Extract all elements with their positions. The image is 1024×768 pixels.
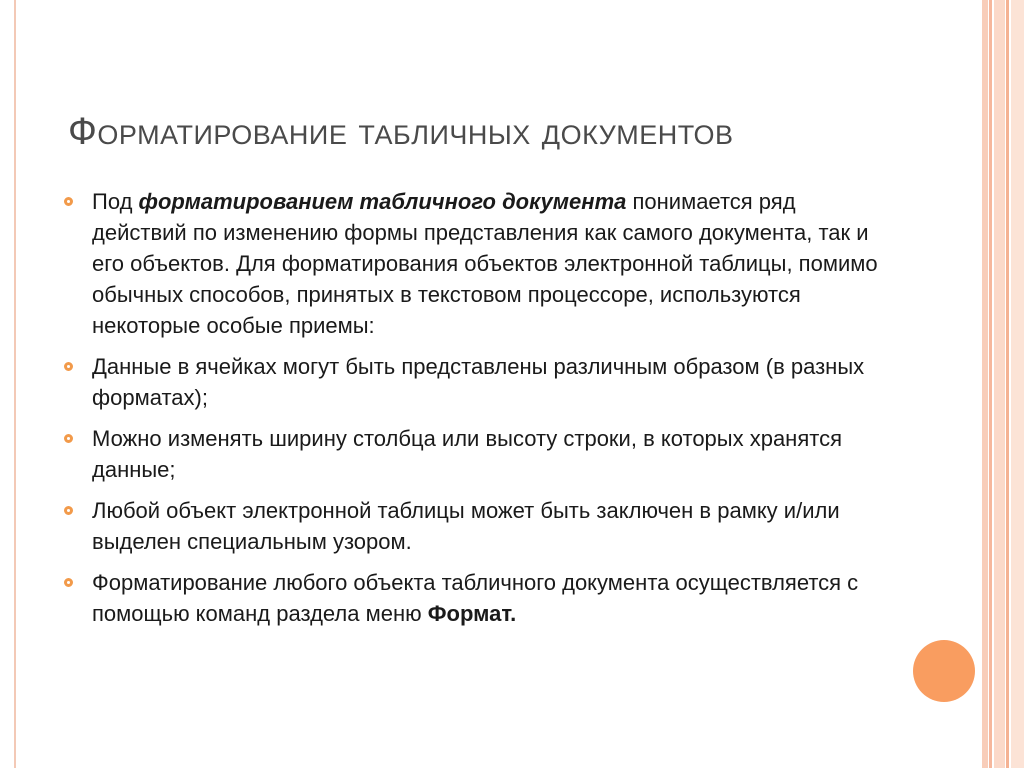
slide-title: Форматирование табличных документов [68, 111, 734, 153]
bullet-marker-icon [64, 434, 73, 443]
bullet-item [64, 495, 884, 557]
orange-circle-decoration [913, 640, 975, 702]
stripe [994, 0, 1005, 768]
bullet-list [64, 186, 884, 639]
menu-name-format: Формат. [427, 601, 517, 626]
bullet-item [64, 567, 884, 629]
stripe [1006, 0, 1009, 768]
stripe [982, 0, 988, 768]
bullet-marker-icon [64, 362, 73, 371]
bullet-marker-icon [64, 506, 73, 515]
bullet-text: Любой объект электронной таблицы может быть заключен в рамку и/или выделен специальным узором. [92, 498, 840, 554]
left-rule-decoration [14, 0, 16, 768]
bullet-marker-icon [64, 197, 73, 206]
bullet-text-prefix: Под [92, 189, 139, 214]
bullet-item [64, 186, 884, 341]
bullet-text-prefix: Форматирование любого объекта табличного документа осуществляется с помощью команд раздела меню [92, 570, 859, 626]
bullet-item [64, 351, 884, 413]
bullet-marker-icon [64, 578, 73, 587]
stripe [989, 0, 992, 768]
bullet-text: Можно изменять ширину столбца или высоту строки, в которых хранятся данные; [92, 426, 842, 482]
bullet-emphasis: форматированием табличного документа [138, 189, 627, 214]
right-stripes-decoration [982, 0, 1024, 768]
bullet-item [64, 423, 884, 485]
stripe [1011, 0, 1024, 768]
bullet-text-rest: понимается ряд действий по изменению формы представления как самого документа, так и его объектов. Для форматирования объектов электронной таблицы, помимо обычных способов, принятых в текстовом процессоре, используются некоторые особые приемы: [92, 189, 878, 338]
bullet-text: Данные в ячейках могут быть представлены различным образом (в разных форматах); [92, 354, 865, 410]
